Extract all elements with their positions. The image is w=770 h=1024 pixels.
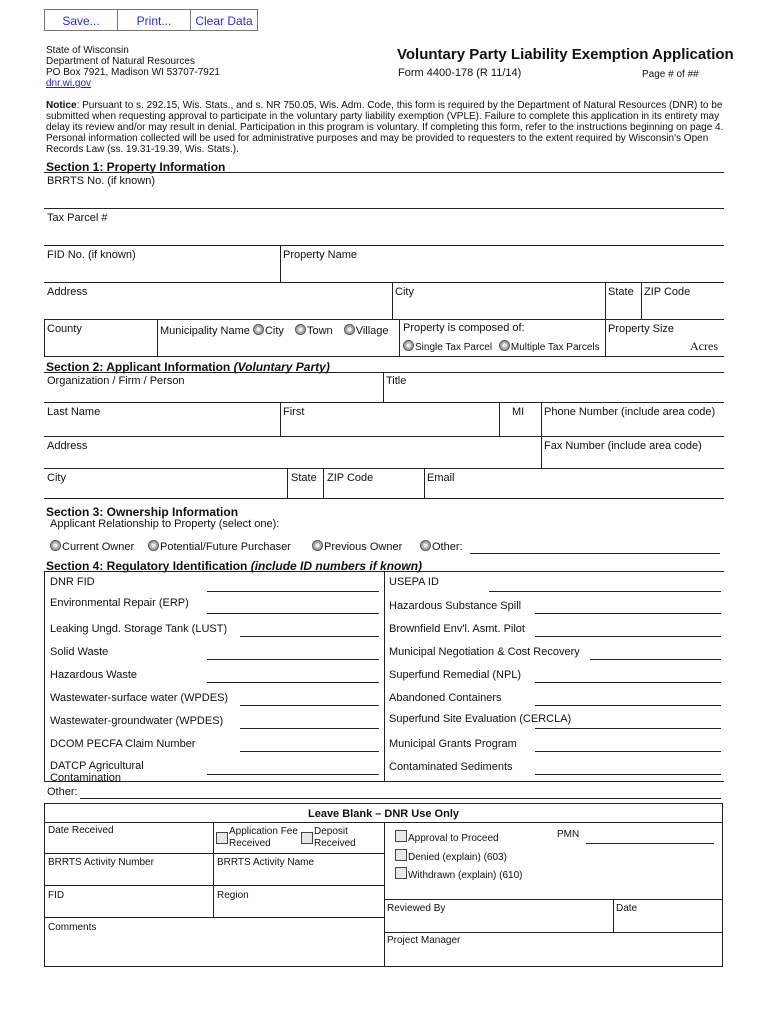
brrts-label: BRRTS No. (if known) (47, 175, 155, 187)
address-label: Address (47, 286, 88, 298)
agency-block (46, 45, 220, 89)
zip-label: ZIP Code (644, 286, 691, 298)
municipality-group (160, 324, 389, 337)
municipality-label: Municipality Name (160, 325, 250, 337)
reg-right-4-field[interactable] (535, 682, 721, 683)
reg-left-1: Environmental Repair (ERP) (50, 597, 189, 609)
section-1-title: Section 1: Property Information (46, 160, 226, 174)
reg-right-6: Superfund Site Evaluation (CERCLA) (389, 713, 572, 725)
reg-right-3-field[interactable] (590, 659, 721, 660)
section-2-title: Section 2: Applicant Information (Voluntary Party) (46, 360, 330, 374)
reg-right-7-field[interactable] (535, 751, 721, 752)
city-option: City (264, 325, 284, 337)
form-number: Form 4400-178 (R 11/14) (398, 67, 522, 79)
applicant-state-label: State (291, 472, 317, 484)
applicant-address-label: Address (47, 440, 88, 452)
agency-address: PO Box 7921, Madison WI 53707-7921 (46, 67, 220, 78)
last-name-label: Last Name (47, 406, 101, 418)
app-fee-checkbox[interactable] (216, 832, 228, 844)
applicant-address-row[interactable] (44, 468, 724, 469)
reg-left-4-field[interactable] (207, 682, 379, 683)
section-4-title: Section 4: Regulatory Identification (include ID numbers if known) (46, 559, 423, 573)
acres-label: Acres (690, 339, 718, 353)
relationship-label: Applicant Relationship to Property (select one): (50, 518, 280, 530)
denied-label: Denied (explain) (603) (408, 852, 507, 863)
agency-department: Department of Natural Resources (46, 56, 195, 67)
brrts-field[interactable] (44, 208, 724, 209)
other-owner-radio[interactable] (420, 540, 431, 551)
ownership-option-current: Current Owner (50, 540, 134, 553)
applicant-city-label: City (47, 472, 66, 484)
page-number: Page # of ## (642, 69, 699, 80)
reg-left-5: Wastewater-surface water (WPDES) (50, 692, 229, 704)
deposit-checkbox[interactable] (301, 832, 313, 844)
reg-right-0-field[interactable] (489, 591, 721, 592)
property-name-label: Property Name (283, 249, 357, 261)
withdrawn-checkbox[interactable] (395, 867, 407, 879)
notice-label: Notice (46, 100, 77, 111)
county-label: County (47, 323, 82, 335)
organization-row[interactable] (44, 402, 724, 403)
withdrawn-label: Withdrawn (explain) (610) (408, 870, 523, 881)
email-label: Email (427, 472, 455, 484)
notice (46, 100, 726, 155)
reg-right-8-field[interactable] (535, 774, 721, 775)
section-3-title: Section 3: Ownership Information (46, 505, 239, 519)
reg-left-8-field[interactable] (207, 774, 379, 775)
reg-left-2: Leaking Ungd. Storage Tank (LUST) (50, 623, 228, 635)
reg-right-1-field[interactable] (535, 613, 721, 614)
previous-owner-radio[interactable] (312, 540, 323, 551)
town-option: Town (306, 325, 333, 337)
municipality-village-radio[interactable] (344, 324, 355, 335)
website-link[interactable]: dnr.wi.gov (46, 78, 92, 89)
reg-right-8: Contaminated Sediments (389, 761, 513, 773)
region-label: Region (217, 890, 249, 901)
title-label: Title (386, 375, 407, 387)
reg-right-6-field[interactable] (535, 728, 721, 729)
municipality-town-radio[interactable] (295, 324, 306, 335)
approval-label: Approval to Proceed (408, 833, 499, 844)
mi-label: MI (512, 406, 525, 418)
village-option: Village (355, 325, 389, 337)
phone-label: Phone Number (include area code) (544, 406, 716, 418)
reg-left-3: Solid Waste (50, 646, 109, 658)
organization-label: Organization / Firm / Person (47, 375, 185, 387)
agency-state: State of Wisconsin (46, 45, 129, 56)
reg-other-label: Other: (47, 786, 78, 798)
reg-left-0-field[interactable] (207, 591, 379, 592)
fax-label: Fax Number (include area code) (544, 440, 702, 452)
reg-right-2-field[interactable] (535, 636, 721, 637)
reg-left-8: DATCP Agricultural Contamination (50, 760, 144, 784)
tax-parcel-field[interactable] (44, 245, 724, 246)
project-manager-label: Project Manager (387, 935, 461, 946)
brrts-activity-name-label: BRRTS Activity Name (217, 857, 315, 868)
ownership-option-potential: Potential/Future Purchaser (148, 540, 291, 553)
withdrawn-group (395, 867, 523, 881)
app-fee-label: Application Fee Received (229, 826, 298, 849)
pmn-label: PMN (557, 829, 580, 840)
fid-label: FID No. (if known) (47, 249, 136, 261)
pmn-field[interactable] (586, 843, 714, 844)
reg-left-7: DCOM PECFA Claim Number (50, 738, 196, 750)
reg-left-7-field[interactable] (240, 751, 379, 752)
approval-checkbox[interactable] (395, 830, 407, 842)
applicant-zip-label: ZIP Code (327, 472, 374, 484)
applicant-city-row[interactable] (44, 498, 724, 499)
potential-purchaser-radio[interactable] (148, 540, 159, 551)
first-name-label: First (283, 406, 305, 418)
composed-label: Property is composed of: (403, 322, 525, 334)
brrts-activity-number-label: BRRTS Activity Number (48, 857, 154, 868)
reg-left-4: Hazardous Waste (50, 669, 138, 681)
form-title: Voluntary Party Liability Exemption Application (397, 46, 734, 63)
single-parcel-option: Single Tax Parcel (415, 342, 493, 353)
denied-group (395, 849, 507, 863)
notice-text: : Pursuant to s. 292.15, Wis. Stats., and s. NR 750.05, Wis. Adm. Code, this form is required by the Department of Natural Resources (DNR) to be submitted when requesting approval to participate in the voluntary party liability exemption (VPLE). Failure to complete this application in its entirety may delay its review and/or may result in denial. Participation in this program is voluntary. If completing this form, refer to the instructions beginning on page 4. Personal information collected will be used for administrative purposes and may be provided to requesters to the extent required by Wisconsin's Open Records Law (ss. 19.31-19.39, Wis. Stats.). (46, 100, 724, 155)
name-row[interactable] (44, 436, 724, 437)
reg-other-field[interactable] (80, 798, 721, 799)
reg-right-1: Hazardous Substance Spill (389, 600, 522, 612)
deposit-group (301, 826, 371, 850)
reg-right-5-field[interactable] (535, 705, 721, 706)
other-owner-field[interactable] (470, 553, 720, 554)
reg-left-0: DNR FID (50, 576, 95, 588)
save-button[interactable]: Save... (44, 9, 118, 31)
state-label: State (608, 286, 634, 298)
multiple-parcels-radio[interactable] (499, 340, 510, 351)
multiple-parcels-option: Multiple Tax Parcels (510, 342, 600, 353)
denied-checkbox[interactable] (395, 849, 407, 861)
deposit-label: Deposit Received (314, 826, 356, 849)
reg-left-3-field[interactable] (207, 659, 379, 660)
fid-property-row[interactable] (44, 282, 724, 283)
city-label: City (395, 286, 414, 298)
current-owner-radio[interactable] (50, 540, 61, 551)
approval-group (395, 830, 499, 844)
tax-parcel-label: Tax Parcel # (47, 212, 108, 224)
reg-left-6: Wastewater-groundwater (WPDES) (50, 715, 224, 727)
comments-label: Comments (48, 922, 97, 933)
parcel-type-group (403, 340, 600, 353)
reg-left-2-field[interactable] (240, 636, 379, 637)
reg-left-5-field[interactable] (240, 705, 379, 706)
print-button[interactable]: Print... (117, 9, 191, 31)
clear-data-button[interactable]: Clear Data (190, 9, 258, 31)
reg-right-3: Municipal Negotiation & Cost Recovery (389, 646, 580, 658)
dnr-fid-label: FID (48, 890, 65, 901)
reg-right-7: Municipal Grants Program (389, 738, 517, 750)
single-parcel-radio[interactable] (403, 340, 414, 351)
dnr-use-title: Leave Blank – DNR Use Only (307, 808, 459, 820)
reg-right-0: USEPA ID (389, 576, 439, 588)
ownership-option-previous: Previous Owner (312, 540, 402, 553)
municipality-city-radio[interactable] (253, 324, 264, 335)
reg-right-2: Brownfield Env'l. Asmt. Pilot (389, 623, 525, 635)
reg-left-1-field[interactable] (207, 613, 379, 614)
property-size-label: Property Size (608, 323, 675, 335)
date-label: Date (616, 903, 638, 914)
reg-right-5: Abandoned Containers (389, 692, 502, 704)
date-received-label: Date Received (48, 825, 114, 836)
address-row[interactable] (44, 319, 724, 320)
reviewed-by-label: Reviewed By (387, 903, 446, 914)
ownership-option-other: Other: (420, 540, 463, 553)
app-fee-group (216, 826, 300, 850)
reg-left-6-field[interactable] (240, 728, 379, 729)
reg-right-4: Superfund Remedial (NPL) (389, 669, 522, 681)
